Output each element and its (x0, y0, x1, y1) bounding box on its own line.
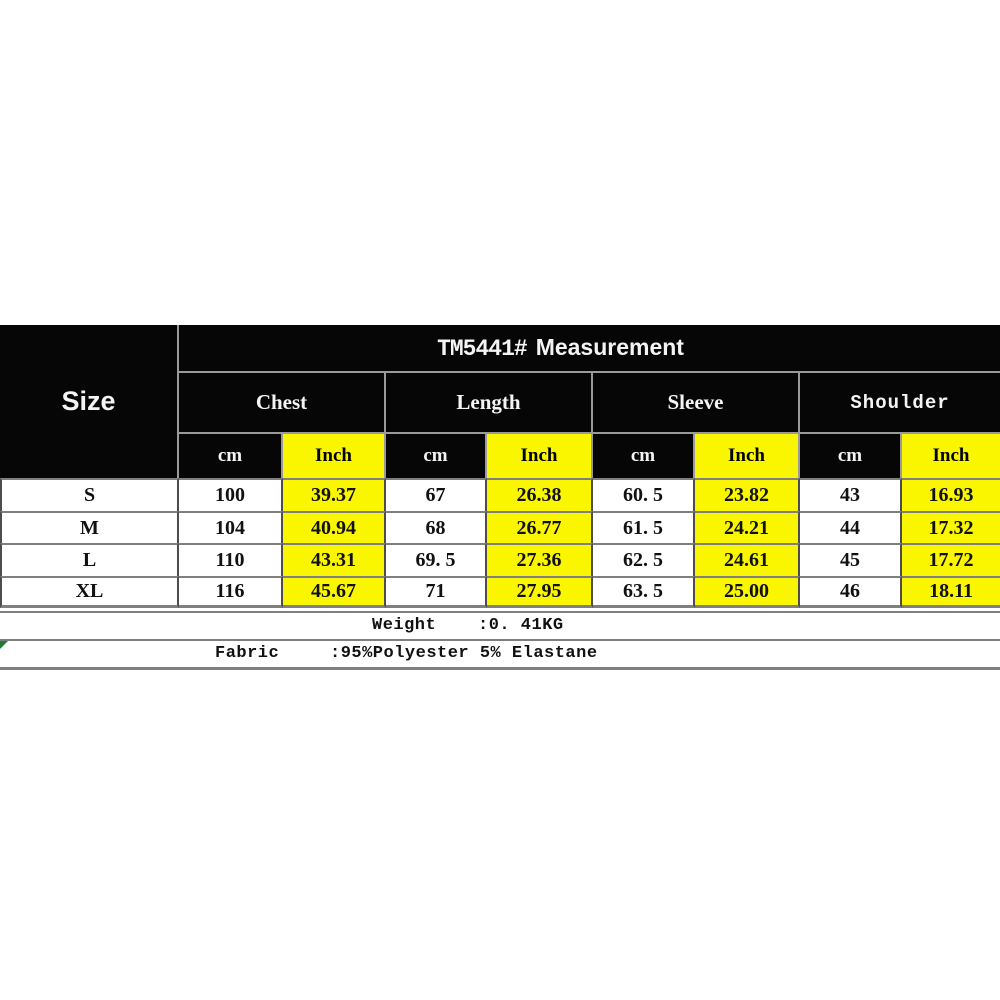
fabric-value: :95%Polyester 5% Elastane (330, 644, 598, 663)
weight-row (0, 611, 1000, 639)
cell: 40.94 (283, 511, 386, 543)
size-label: S (0, 478, 179, 511)
cell: 46 (800, 576, 902, 608)
cell: 45.67 (283, 576, 386, 608)
cell: 45 (800, 543, 902, 576)
unit-header-inch: Inch (902, 432, 1000, 478)
cell: 100 (179, 478, 283, 511)
column-header-sleeve: Sleeve (593, 371, 800, 432)
unit-header-cm: cm (593, 432, 695, 478)
table-row-m (0, 511, 1000, 543)
table-row-l (0, 543, 1000, 576)
cell: 104 (179, 511, 283, 543)
column-header-length: Length (386, 371, 593, 432)
cell: 68 (386, 511, 487, 543)
cell: 23.82 (695, 478, 800, 511)
fabric-row (0, 639, 1000, 670)
unit-header-cm: cm (179, 432, 283, 478)
size-label: XL (0, 576, 179, 608)
cell: 26.38 (487, 478, 593, 511)
cell: 43.31 (283, 543, 386, 576)
measurement-table (0, 325, 1000, 608)
size-corner-label: Size (0, 325, 179, 478)
unit-header-cm: cm (800, 432, 902, 478)
fabric-label: Fabric (215, 644, 280, 663)
unit-header-inch: Inch (487, 432, 593, 478)
cell: 17.72 (902, 543, 1000, 576)
cell: 67 (386, 478, 487, 511)
cell: 61. 5 (593, 511, 695, 543)
table-title (179, 325, 1000, 371)
weight-value: :0. 41KG (478, 616, 564, 635)
cell: 62. 5 (593, 543, 695, 576)
cell: 24.21 (695, 511, 800, 543)
cell: 69. 5 (386, 543, 487, 576)
cell: 110 (179, 543, 283, 576)
table-title-text (437, 334, 684, 362)
cell: 24.61 (695, 543, 800, 576)
cell: 26.77 (487, 511, 593, 543)
cell: 39.37 (283, 478, 386, 511)
cell: 44 (800, 511, 902, 543)
cell: 63. 5 (593, 576, 695, 608)
cell: 116 (179, 576, 283, 608)
title-row (0, 325, 1000, 371)
cell: 25.00 (695, 576, 800, 608)
table-row-xl (0, 576, 1000, 608)
table-row-s (0, 478, 1000, 511)
measurement-label: Measurement (535, 334, 684, 360)
cell: 60. 5 (593, 478, 695, 511)
cell: 43 (800, 478, 902, 511)
cell: 16.93 (902, 478, 1000, 511)
size-label: M (0, 511, 179, 543)
cell: 18.11 (902, 576, 1000, 608)
column-header-chest: Chest (179, 371, 386, 432)
unit-header-cm: cm (386, 432, 487, 478)
model-number: TM5441# (437, 336, 527, 362)
cell: 27.36 (487, 543, 593, 576)
column-header-shoulder: Shoulder (800, 371, 1000, 432)
unit-header-inch: Inch (695, 432, 800, 478)
size-label: L (0, 543, 179, 576)
cell: 17.32 (902, 511, 1000, 543)
cell: 71 (386, 576, 487, 608)
unit-header-inch: Inch (283, 432, 386, 478)
weight-label: Weight (372, 616, 437, 635)
cell: 27.95 (487, 576, 593, 608)
cell-corner-marker-icon (0, 641, 8, 649)
